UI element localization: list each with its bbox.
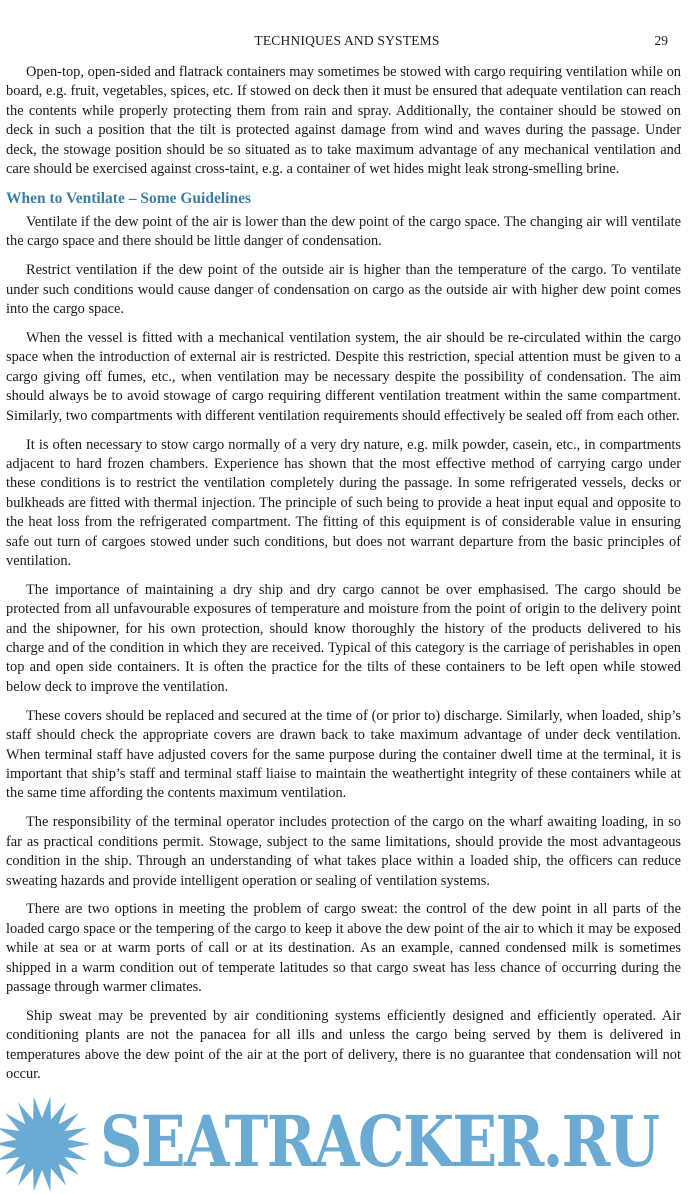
page-number: 29 (654, 33, 668, 48)
page-body (6, 0, 681, 1085)
paragraph: Restrict ventilation if the dew point of the outside air is higher than the temperature of the cargo. To ventilate under such conditions would cause danger of condensation on cargo as the outside air with higher dew point comes into the cargo space. (6, 262, 681, 318)
running-title: TECHNIQUES AND SYSTEMS (254, 33, 440, 48)
paragraph: Open-top, open-sided and flatrack containers may sometimes be stowed with cargo requiring ventilation while on board, e.g. fruit, vegetables, spices, etc. If stowed on deck then it must be ensured that adequate ventilation can reach the contents while properly protecting them from rain and spray. Additionally, the container should be stowed on deck in such a position that the tilt is protected against damage from wind and waves during the passage. Under deck, the stowage position should be so situated as to take maximum advantage of any mechanical ventilation and care should be exercised against cross-taint, e.g. a container of wet hides might leak strong-smelling brine. (6, 64, 681, 178)
paragraph: The importance of maintaining a dry ship and dry cargo cannot be over emphasised. The cargo should be protected from all unfavourable exposures of temperature and moisture from the point of origin to the delivery point and the shipowner, for his own protection, should know thoroughly the history of the products delivered to his charge and of the condition in which they are received. Typical of this category is the carriage of perishables in open top and open side containers. It is often the practice for the tilts of these containers to be left open while stowed below deck to improve the ventilation. (6, 581, 681, 695)
section-heading: When to Ventilate – Some Guidelines (6, 189, 252, 207)
paragraph: Ship sweat may be prevented by air conditioning systems efficiently designed and efficiently operated. Air conditioning plants are not the panacea for all ills and unless the cargo being served by them is delivered in temperatures above the dew point of the air at the port of delivery, there is no guarantee that condensation will not occur. (6, 1007, 681, 1083)
paragraph: The responsibility of the terminal operator includes protection of the cargo on the wharf awaiting loading, in so far as practical conditions permit. Stowage, subject to the same limitations, should provide the most advantageous condition in the ship. Through an understanding of what takes place within a loaded ship, the officers can reduce sweating hazards and provide intelligent operation or sealing of ventilation systems. (6, 814, 681, 889)
paragraph: There are two options in meeting the problem of cargo sweat: the control of the dew point in all parts of the loaded cargo space or the tempering of the cargo to keep it above the dew point of the air to which it may be exposed while at sea or at warm ports of call or at its destination. As an example, canned condensed milk is sometimes shipped in a warm condition out of temperate latitudes so that cargo sweat has less chance of occurring during the passage through warmer climates. (6, 901, 681, 996)
paragraph: These covers should be replaced and secured at the time of (or prior to) discharge. Similarly, when loaded, ship’s staff should check the appropriate covers are drawn back to take maximum advantage of under deck ventilation. When terminal staff have adjusted covers for the same purpose during the container dwell time at the terminal, it is important that ship’s staff and terminal staff liaise to maintain the weathertight integrity of these containers while at the same time affording the contents maximum ventilation. (6, 707, 681, 802)
paragraph: Ventilate if the dew point of the air is lower than the dew point of the cargo space. The changing air will ventilate the cargo space and there should be little danger of condensation. (6, 213, 681, 250)
paragraph: It is often necessary to stow cargo normally of a very dry nature, e.g. milk powder, casein, etc., in compartments adjacent to hard frozen chambers. Experience has shown that the most effective method of carrying cargo under these conditions is to restrict the ventilation completely during the passage. In some refrigerated vessels, decks or bulkheads are fitted with thermal injection. The principle of such being to provide a heat input equal and opposite to the heat loss from the refrigerated compartment. The fitting of this equipment is of considerable value in ensuring safe out turn of cargoes stowed under such conditions, but does not warrant departure from the basic principles of ventilation. (6, 436, 681, 569)
watermark (0, 1094, 694, 1194)
watermark-text: SEATRACKER.RU (100, 1100, 659, 1184)
paragraph: When the vessel is fitted with a mechanical ventilation system, the air should be re-circulated within the cargo space when the introduction of external air is restricted. Despite this restriction, special attention must be given to a cargo giving off fumes, etc., when ventilation may be necessary despite the possibility of condensation. The aim should always be to avoid stowage of cargo requiring different ventilation treatment within the same compartment. Similarly, two compartments with different ventilation requirements should effectively be sealed off from each other. (6, 329, 681, 424)
starburst-icon (0, 1094, 102, 1194)
